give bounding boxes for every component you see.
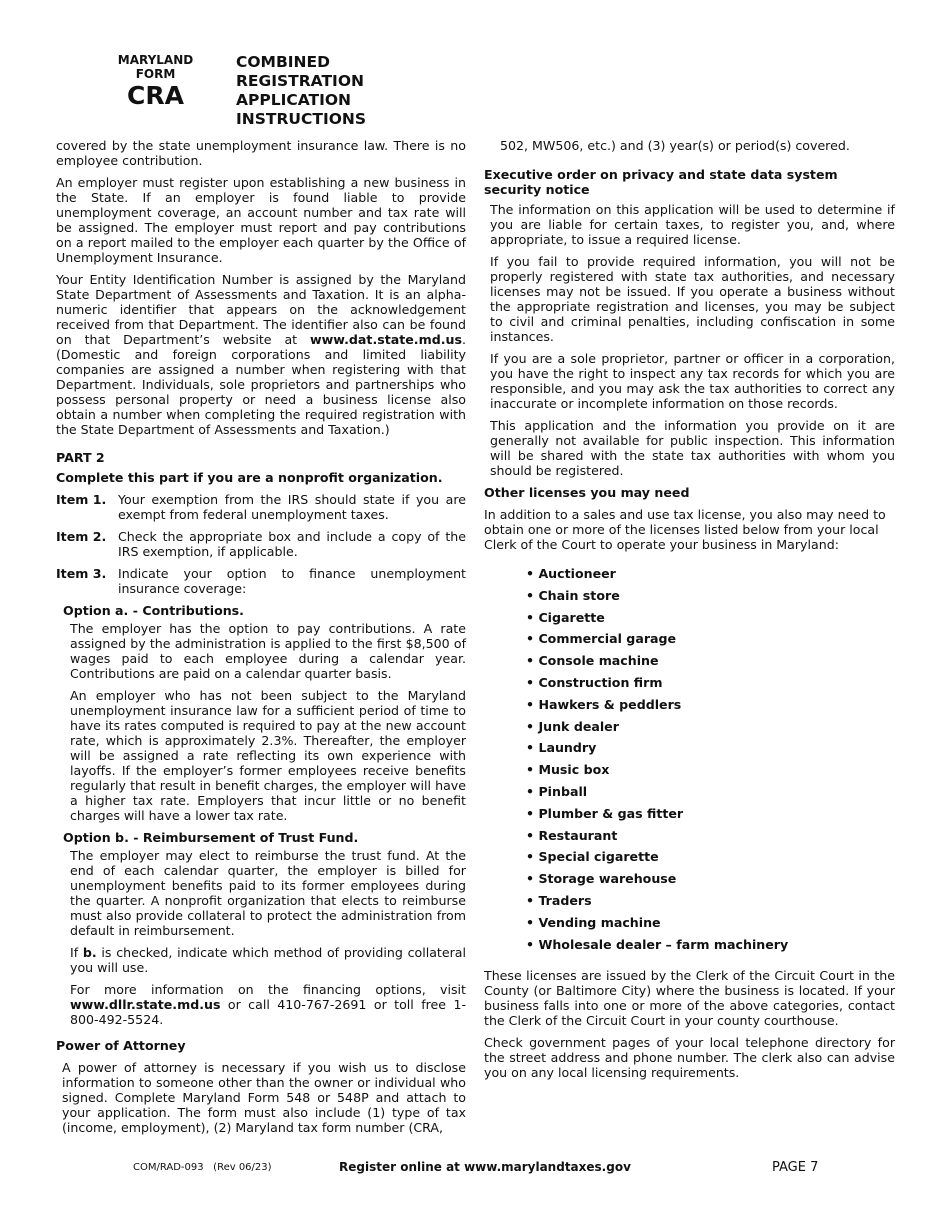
item-text: Indicate your option to finance unemployment insurance coverage: (118, 566, 466, 596)
dllr-link[interactable]: www.dllr.state.md.us (70, 997, 221, 1012)
dat-link[interactable]: www.dat.state.md.us (310, 332, 462, 347)
paragraph: An employer must register upon establishing a new business in the State. If an employer is found liable to provide unemployment coverage, an account number and tax rate will be assigned. The employer must report and pay contributions on a report mailed to the employer each quarter by the Office of Unemployment Insurance. (56, 175, 466, 265)
option-a-heading: Option a. - Contributions. (63, 603, 244, 618)
title-line: INSTRUCTIONS (236, 110, 367, 128)
item-row (56, 492, 466, 522)
page-title (236, 53, 366, 129)
form-word: FORM (135, 67, 176, 81)
list-item: • Junk dealer (526, 716, 895, 738)
list-item: • Wholesale dealer – farm machinery (526, 934, 895, 956)
form-badge (108, 53, 203, 110)
list-item: • Console machine (526, 650, 895, 672)
paragraph: Check government pages of your local telephone directory for the street address and phone number. The clerk also can advise you on any local licensing requirements. (484, 1035, 895, 1081)
state-label: MARYLAND (117, 53, 194, 67)
list-item: • Plumber & gas fitter (526, 803, 895, 825)
paragraph: The information on this application will be used to determine if you are liable for certain taxes, to register you, and, where appropriate, to issue a required license. (490, 202, 895, 247)
item-text: Your exemption from the IRS should state if you are exempt from federal unemployment taxes. (118, 492, 466, 522)
paragraph: In addition to a sales and use tax license, you also may need to obtain one or more of the licenses listed below from your local Clerk of the Court to operate your business in Maryland: (484, 507, 886, 552)
paragraph: The employer may elect to reimburse the trust fund. At the end of each calendar quarter, the employer is billed for unemployment benefits paid to its former employees during the quarter. A nonprofit organization that elects to reimburse must also provide collateral to protect the administration from default in reimbursement. (70, 848, 466, 938)
section-heading: PART 2 (56, 450, 105, 465)
list-item: • Construction firm (526, 672, 895, 694)
section-heading: Other licenses you may need (484, 485, 690, 500)
title-line: COMBINED (236, 53, 330, 71)
list-item: • Commercial garage (526, 628, 895, 650)
list-item: • Traders (526, 890, 895, 912)
form-code: CRA (127, 81, 184, 110)
item-label: Item 2. (56, 529, 107, 544)
register-online-link[interactable]: Register online at www.marylandtaxes.gov (339, 1160, 631, 1174)
paragraph: An employer who has not been subject to the Maryland unemployment insurance law for a sufficient period of time to have its rates computed is required to pay at the new account rate, which is approximately 2.3%. Thereafter, the employer will be assigned a rate reflecting its own experience with layoffs. If the employer’s former employees receive benefits regularly that result in benefit charges, the employer will have a higher tax rate. Employers that incur little or no benefit charges will have a lower tax rate. (70, 688, 466, 823)
paragraph: These licenses are issued by the Clerk of the Circuit Court in the County (or Baltimore City) where the business is located. If your business falls into one or more of the above categories, contact the Clerk of the Circuit Court in your county courthouse. (484, 968, 895, 1029)
page-number: PAGE 7 (772, 1160, 819, 1175)
right-column (484, 138, 895, 1087)
paragraph: If b. is checked, indicate which method of providing collateral you will use. (70, 945, 466, 975)
list-item: • Auctioneer (526, 563, 895, 585)
paragraph: If you are a sole proprietor, partner or officer in a corporation, you have the right to inspect any tax records for which you are responsible, and you may ask the tax authorities to correct any inaccurate or incomplete information on those records. (490, 351, 895, 411)
item-text: Check the appropriate box and include a copy of the IRS exemption, if applicable. (118, 529, 466, 559)
paragraph: If you fail to provide required information, you will not be properly registered with state tax authorities, and necessary licenses may not be issued. If you operate a business without the appropriate registration and licenses, you may be subject to civil and criminal penalties, including confiscation in some instances. (490, 254, 895, 344)
section-heading: Executive order on privacy and state data system security notice (484, 167, 838, 197)
list-item: • Special cigarette (526, 846, 895, 868)
paragraph: covered by the state unemployment insurance law. There is no employee contribution. (56, 138, 466, 168)
option-b-heading: Option b. - Reimbursement of Trust Fund. (63, 830, 359, 845)
list-item: • Vending machine (526, 912, 895, 934)
paragraph: The employer has the option to pay contributions. A rate assigned by the administration is applied to the first $8,500 of wages paid to each employee during a calendar year. Contributions are paid on a calendar quarter basis. (70, 621, 466, 681)
license-list (526, 563, 895, 955)
list-item: • Hawkers & peddlers (526, 694, 895, 716)
list-item: • Cigarette (526, 607, 895, 629)
title-line: APPLICATION (236, 91, 352, 109)
item-label: Item 1. (56, 492, 107, 507)
item-row (56, 529, 466, 559)
paragraph: 502, MW506, etc.) and (3) year(s) or period(s) covered. (500, 138, 850, 153)
left-column (56, 138, 466, 1142)
section-subheading: Complete this part if you are a nonprofit organization. (56, 470, 443, 485)
form-code-footer: COM/RAD-093 (Rev 06/23) (133, 1162, 272, 1173)
title-line: REGISTRATION (236, 72, 364, 90)
paragraph: A power of attorney is necessary if you wish us to disclose information to someone other than the owner or individual who signed. Complete Maryland Form 548 or 548P and attach to your application. The form must also include (1) type of tax (income, employment), (2) Maryland tax form number (CRA, (62, 1060, 466, 1135)
item-label: Item 3. (56, 566, 107, 581)
list-item: • Music box (526, 759, 895, 781)
item-row (56, 566, 466, 596)
list-item: • Restaurant (526, 825, 895, 847)
list-item: • Laundry (526, 737, 895, 759)
list-item: • Chain store (526, 585, 895, 607)
paragraph: For more information on the financing options, visit www.dllr.state.md.us or call 410-767-2691 or toll free 1-800-492-5524. (70, 982, 466, 1027)
list-item: • Storage warehouse (526, 868, 895, 890)
section-heading: Power of Attorney (56, 1038, 186, 1053)
paragraph: This application and the information you provide on it are generally not available for public inspection. This information will be shared with the state tax authorities with whom you should be registered. (490, 418, 895, 478)
paragraph: Your Entity Identification Number is assigned by the Maryland State Department of Assessments and Taxation. It is an alpha-numeric identifier that appears on the acknowledgement received from that Department. The identifier also can be found on that Department’s website at www.dat.state.md.us. (Domestic and foreign corporations and limited liability companies are assigned a number when registering with that Department. Individuals, sole proprietors and partnerships who possess personal property or need a business license also obtain a number when completing the required registration with the State Department of Assessments and Taxation.) (56, 272, 466, 437)
list-item: • Pinball (526, 781, 895, 803)
